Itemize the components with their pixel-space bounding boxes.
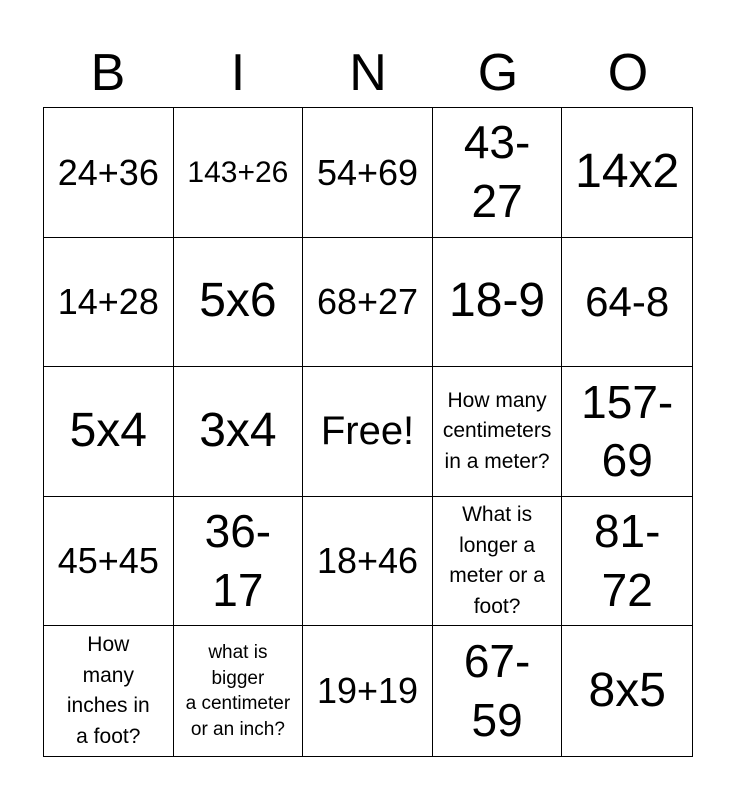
bingo-cell[interactable] bbox=[433, 108, 563, 238]
cell-text: 54+69 bbox=[316, 151, 419, 193]
cell-text: 36- 17 bbox=[204, 505, 272, 617]
cell-text: 18-9 bbox=[449, 274, 546, 328]
cell-text: 19+19 bbox=[316, 670, 419, 712]
bingo-cell[interactable] bbox=[44, 238, 174, 368]
cell-text: 81- 72 bbox=[593, 505, 661, 617]
bingo-cell[interactable] bbox=[433, 238, 563, 368]
header-letter-n: N bbox=[349, 44, 387, 102]
cell-text: What is longer a meter or a foot? bbox=[449, 503, 545, 618]
cell-text: 5x6 bbox=[199, 274, 277, 328]
bingo-cell[interactable] bbox=[174, 626, 304, 756]
cell-text: 68+27 bbox=[316, 281, 419, 323]
cell-text: 45+45 bbox=[57, 540, 159, 582]
cell-text: 14+28 bbox=[57, 281, 159, 323]
bingo-cell[interactable] bbox=[174, 367, 304, 497]
header-letter-o: O bbox=[607, 44, 649, 102]
bingo-cell[interactable] bbox=[44, 108, 174, 238]
bingo-cell[interactable] bbox=[303, 626, 433, 756]
bingo-cell[interactable] bbox=[433, 626, 563, 756]
cell-text: 18+46 bbox=[316, 540, 419, 582]
cell-text: 67- 59 bbox=[463, 635, 531, 747]
bingo-cell[interactable] bbox=[174, 238, 304, 368]
cell-text: 43- 27 bbox=[463, 116, 531, 228]
bingo-cell[interactable] bbox=[303, 238, 433, 368]
cell-text: How many centimeters in a meter? bbox=[442, 388, 552, 473]
cell-text: 5x4 bbox=[69, 404, 147, 458]
bingo-cell[interactable] bbox=[562, 497, 692, 627]
bingo-cell[interactable] bbox=[562, 367, 692, 497]
bingo-cell[interactable] bbox=[433, 367, 563, 497]
cell-text: 24+36 bbox=[57, 151, 159, 193]
free-space-text: Free! bbox=[320, 409, 415, 454]
bingo-cell[interactable] bbox=[303, 108, 433, 238]
bingo-board bbox=[43, 107, 693, 757]
bingo-cell[interactable] bbox=[174, 108, 304, 238]
cell-text: 3x4 bbox=[199, 404, 277, 458]
free-space-cell[interactable] bbox=[303, 367, 433, 497]
cell-text: 14x2 bbox=[575, 144, 680, 198]
bingo-cell[interactable] bbox=[174, 497, 304, 627]
bingo-cell[interactable] bbox=[44, 626, 174, 756]
bingo-cell[interactable] bbox=[562, 238, 692, 368]
bingo-cell[interactable] bbox=[562, 108, 692, 238]
bingo-cell[interactable] bbox=[303, 497, 433, 627]
header-letter-i: I bbox=[230, 44, 246, 102]
bingo-header bbox=[43, 42, 693, 104]
cell-text: 8x5 bbox=[588, 663, 666, 717]
header-letter-g: G bbox=[477, 44, 519, 102]
bingo-cell[interactable] bbox=[562, 626, 692, 756]
bingo-cell[interactable] bbox=[44, 497, 174, 627]
cell-text: How many inches in a foot? bbox=[66, 633, 150, 748]
bingo-cell[interactable] bbox=[44, 367, 174, 497]
bingo-cell[interactable] bbox=[433, 497, 563, 627]
cell-text: 157- 69 bbox=[581, 375, 674, 487]
cell-text: what is bigger a centimeter or an inch? bbox=[185, 641, 291, 740]
header-letter-b: B bbox=[90, 44, 126, 102]
cell-text: 143+26 bbox=[187, 155, 289, 189]
cell-text: 64-8 bbox=[585, 277, 670, 325]
